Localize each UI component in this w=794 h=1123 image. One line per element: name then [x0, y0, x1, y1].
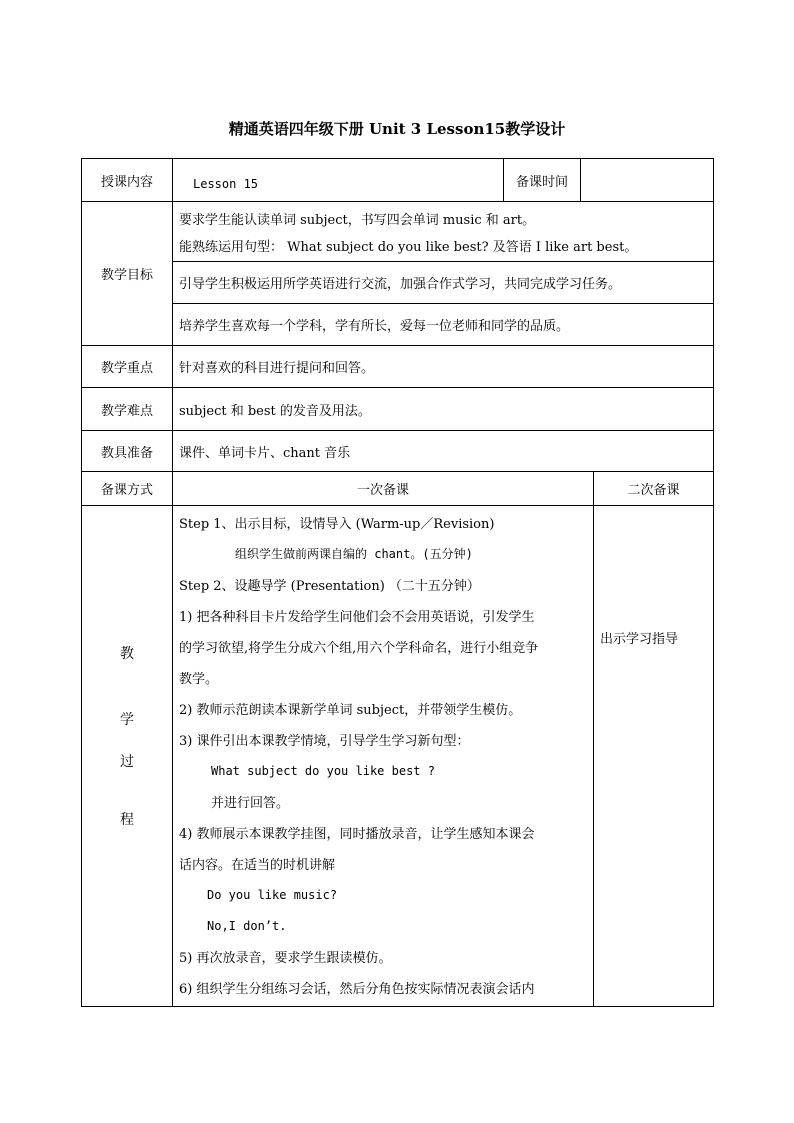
lesson-content-label: 授课内容: [82, 159, 173, 202]
row-difficulty: [82, 388, 714, 431]
prep-time-label: 备课时间: [504, 159, 581, 202]
process-line-3: Step 2、设趣导学 (Presentation) （二十五分钟）: [179, 579, 480, 594]
process-line-6: 教学。: [179, 672, 219, 687]
goals-cell: [173, 202, 714, 346]
second-prep-content: [594, 506, 714, 1007]
row-prep-method-header: [82, 472, 714, 506]
process-line-12: 话内容。在适当的时机讲解: [179, 858, 336, 873]
difficulty-label: 教学难点: [82, 388, 173, 431]
lesson-plan-table: [81, 158, 714, 1007]
process-char-3: 过: [120, 754, 134, 770]
row-materials: [82, 431, 714, 472]
process-line-8: 3) 课件引出本课教学情境，引导学生学习新句型：: [179, 734, 470, 749]
process-line-7: 2) 教师示范朗读本课新学单词 subject，并带领学生模仿。: [179, 703, 522, 718]
materials-value: 课件、单词卡片、chant 音乐: [173, 431, 714, 472]
process-line-2: 组织学生做前两课自编的 chant。(五分钟): [235, 547, 473, 561]
process-line-9: What subject do you like best ?: [211, 763, 435, 778]
key-point-value: 针对喜欢的科目进行提问和回答。: [173, 346, 714, 388]
process-char-1: 教: [120, 646, 134, 662]
goal-item-1-line-1: 要求学生能认读单词 subject，书写四会单词 music 和 art。: [179, 212, 536, 228]
second-prep-header: 二次备课: [594, 472, 714, 506]
process-line-5: 的学习欲望,将学生分成六个组,用六个学科命名，进行小组竞争: [179, 641, 539, 656]
first-prep-content: [173, 506, 594, 1007]
goal-item-3: 培养学生喜欢每一个学科，学有所长，爱每一位老师和同学的品质。: [173, 303, 713, 345]
materials-label: 教具准备: [82, 431, 173, 472]
lesson-content-value: Lesson 15: [173, 159, 504, 202]
lesson-plan-table-wrapper: [81, 158, 713, 1007]
row-lesson-content: [82, 159, 714, 202]
difficulty-value: subject 和 best 的发音及用法。: [173, 388, 714, 431]
key-point-label: 教学重点: [82, 346, 173, 388]
prep-method-label: 备课方式: [82, 472, 173, 506]
process-line-10: 并进行回答。: [211, 796, 290, 811]
second-prep-note: 出示学习指导: [600, 632, 679, 647]
first-prep-header: 一次备课: [173, 472, 594, 506]
process-line-4: 1) 把各种科目卡片发给学生问他们会不会用英语说，引发学生: [179, 610, 535, 625]
document-title: 精通英语四年级下册 Unit 3 Lesson15教学设计: [228, 120, 566, 138]
teaching-process-label: [82, 506, 173, 1007]
process-line-11: 4) 教师展示本课教学挂图，同时播放录音，让学生感知本课会: [179, 827, 535, 842]
process-char-2: 学: [120, 712, 134, 728]
process-line-15: 5) 再次放录音，要求学生跟读模仿。: [179, 951, 392, 966]
goal-item-2: 引导学生积极运用所学英语进行交流，加强合作式学习，共同完成学习任务。: [173, 261, 713, 303]
process-line-1: Step 1、出示目标，设情导入 (Warm-up／Revision): [179, 517, 495, 532]
process-char-4: 程: [120, 812, 134, 828]
goal-item-1-line-2: 能熟练运用句型： What subject do you like best? 及答语 I like art best。: [179, 239, 638, 255]
process-line-16: 6) 组织学生分组练习会话，然后分角色按实际情况表演会话内: [179, 982, 535, 997]
row-goals: [82, 202, 714, 346]
goal-item-1: [173, 202, 713, 261]
process-lines: [179, 506, 587, 1003]
row-key-point: [82, 346, 714, 388]
process-line-13: Do you like music?: [207, 887, 338, 902]
row-teaching-process: [82, 506, 714, 1007]
prep-time-value: [581, 159, 714, 202]
goals-label: 教学目标: [82, 202, 173, 346]
process-line-14: No,I don’t.: [207, 918, 287, 933]
teaching-process-label-vertical: [82, 506, 172, 1006]
